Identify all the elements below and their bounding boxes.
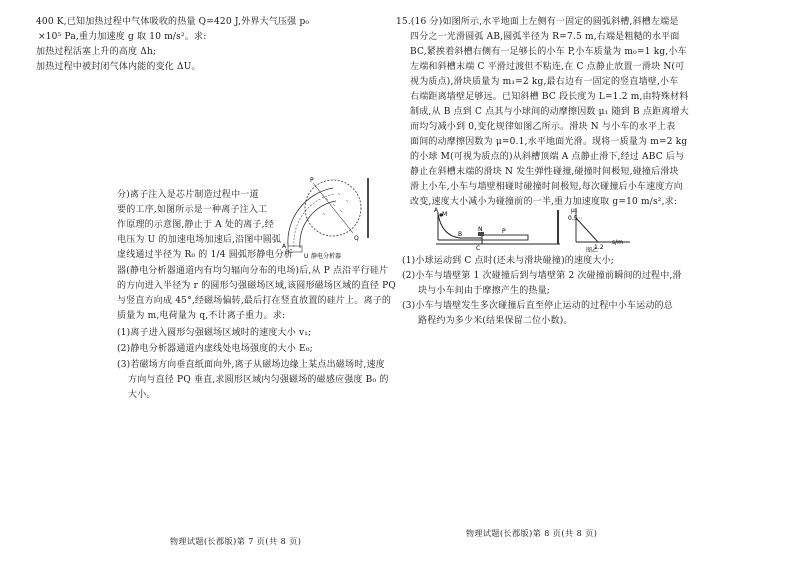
label-n: N bbox=[478, 226, 483, 233]
question-item: (2)小车与墙壁第 1 次碰撞后到与墙壁第 2 次碰撞前瞬间的过程中,滑 bbox=[402, 271, 682, 281]
text-line: 改变,速度大小减小为碰撞前的一半,重力加速度取 g=10 m/s²,求: bbox=[410, 197, 678, 207]
text-line: 静止在斜槽末端的滑块 N 发生弹性碰撞,碰撞时间极短,碰撞后滑块 bbox=[410, 167, 679, 177]
label-m: M bbox=[442, 211, 448, 218]
text-line: 质量为 m,电荷量为 q,不计离子重力。求: bbox=[117, 311, 286, 321]
text-line: 加热过程中被封闭气体内能的变化 ΔU。 bbox=[36, 62, 201, 72]
text-line: 的方向进入半径为 r 的圆形匀强磁场区域,该圆形磁场区域的直径 PQ bbox=[117, 281, 396, 291]
question-item: 大小。 bbox=[128, 390, 156, 400]
label-b: B bbox=[458, 231, 463, 238]
label-12: 1.2 bbox=[594, 244, 604, 251]
question-item: (3)若磁场方向垂直纸面向外,离子从磁场边缘上某点出磁场时,速度 bbox=[117, 360, 385, 370]
label-analyzer: 静电分析器 bbox=[311, 253, 342, 260]
label-mu: μ₁ bbox=[571, 207, 578, 214]
text-line: 滑上小车,小车与墙壁相碰时碰撞时间极短,每次碰撞后小车速度方向 bbox=[410, 182, 683, 192]
page-footer: 物理试题(长郡版)第 7 页(共 8 页) bbox=[170, 537, 302, 546]
label-c: C bbox=[476, 245, 481, 252]
question-item: 块与小车间由于摩擦产生的热量; bbox=[418, 286, 551, 296]
label-05: 0.5 bbox=[568, 215, 578, 222]
question-item: (1)小球运动到 C 点时(还未与滑块碰撞)的速度大小; bbox=[402, 256, 615, 266]
right-page bbox=[396, 0, 800, 566]
text-line: 制成,从 B 点到 C 点其与小球间的动摩擦因数 μ₁ 随到 B 点距离增大 bbox=[410, 107, 689, 117]
text-line: ×10⁵ Pa,重力加速度 g 取 10 m/s²。求: bbox=[38, 32, 207, 42]
label-p: P bbox=[310, 177, 314, 184]
text-line: 分)离子注入是芯片制造过程中一道 bbox=[117, 190, 259, 200]
text-line: 与竖直方向成 45°,经磁场偏转,最后打在竖直放置的硅片上。离子的 bbox=[117, 296, 392, 306]
figure-caption: 图乙 bbox=[586, 247, 599, 254]
track-cart-figure bbox=[436, 206, 566, 250]
text-line: 作原理的示意图,静止于 A 处的离子,经 bbox=[117, 220, 274, 230]
question-item: 路程约为多少米(结果保留二位小数)。 bbox=[418, 316, 573, 326]
text-line: BC,紧挨着斜槽右侧有一足够长的小车 P,小车质量为 m₀=1 kg,小车 bbox=[410, 47, 687, 57]
text-line: 左端和斜槽末端 C 平滑过渡但不粘连,在 C 点静止放置一滑块 N(可 bbox=[410, 62, 685, 72]
text-line: 四分之一光滑圆弧 AB,圆弧半径为 R=7.5 m,右端是粗糙的水平面 bbox=[410, 32, 680, 42]
text-line: 器(静电分析器通道内有均匀辐向分布的电场)后,从 P 点沿平行硅片 bbox=[117, 266, 389, 276]
friction-graph-figure bbox=[568, 206, 638, 252]
label-u: U bbox=[304, 253, 309, 260]
label-a: A bbox=[282, 243, 287, 250]
text-line: 右端距离墙壁足够远。已知斜槽 BC 段长度为 L=1.2 m,由特殊材料 bbox=[410, 92, 689, 102]
text-line: 15.(16 分)如图所示,水平地面上左侧有一固定的圆弧斜槽,斜槽左端是 bbox=[396, 17, 679, 27]
label-s-unit: s/m bbox=[612, 239, 623, 246]
question-item: (1)离子进入圆形匀强磁场区域时的速度大小 v₁; bbox=[117, 328, 312, 338]
text-line: 的小球 M(可视为质点的)从斜槽顶端 A 点静止滑下,经过 ABC 后与 bbox=[410, 152, 685, 162]
text-line: 400 K,已知加热过程中气体吸收的热量 Q=420 J,外界大气压强 p₀ bbox=[36, 17, 310, 27]
text-line: 面间的动摩擦因数为 μ=0.1,水平地面光滑。现将一质量为 m=2 kg bbox=[410, 137, 688, 147]
text-line: 要的工序,如图所示是一种离子注入工 bbox=[117, 205, 268, 215]
question-item: 方向与直径 PQ 垂直,求圆形区域内匀强磁场的磁感应强度 B₀ 的 bbox=[128, 375, 389, 385]
text-line: 虚线通过半径为 R₀ 的 1/4 圆弧形静电分析 bbox=[117, 250, 294, 260]
text-line: 加热过程活塞上升的高度 Δh; bbox=[36, 47, 157, 57]
page-footer: 物理试题(长郡版)第 8 页(共 8 页) bbox=[466, 529, 598, 538]
text-line: 视为质点),滑块质量为 m₁=2 kg,最右边有一固定的竖直墙壁,小车 bbox=[410, 77, 679, 87]
text-line: 而均匀减小到 0,变化规律如图乙所示。滑块 N 与小车的水平上表 bbox=[410, 122, 676, 132]
label-a: A bbox=[434, 207, 439, 214]
question-item: (3)小车与墙壁发生多次碰撞后直至停止运动的过程中小车运动的总 bbox=[402, 301, 673, 311]
label-p: P bbox=[502, 228, 506, 235]
text-line: 电压为 U 的加速电场加速后,沿图中圆弧 bbox=[117, 235, 282, 245]
label-q: Q bbox=[354, 235, 359, 242]
ion-implantation-figure bbox=[278, 168, 390, 263]
question-item: (2)静电分析器通道内虚线处电场强度的大小 E₀; bbox=[117, 344, 313, 354]
